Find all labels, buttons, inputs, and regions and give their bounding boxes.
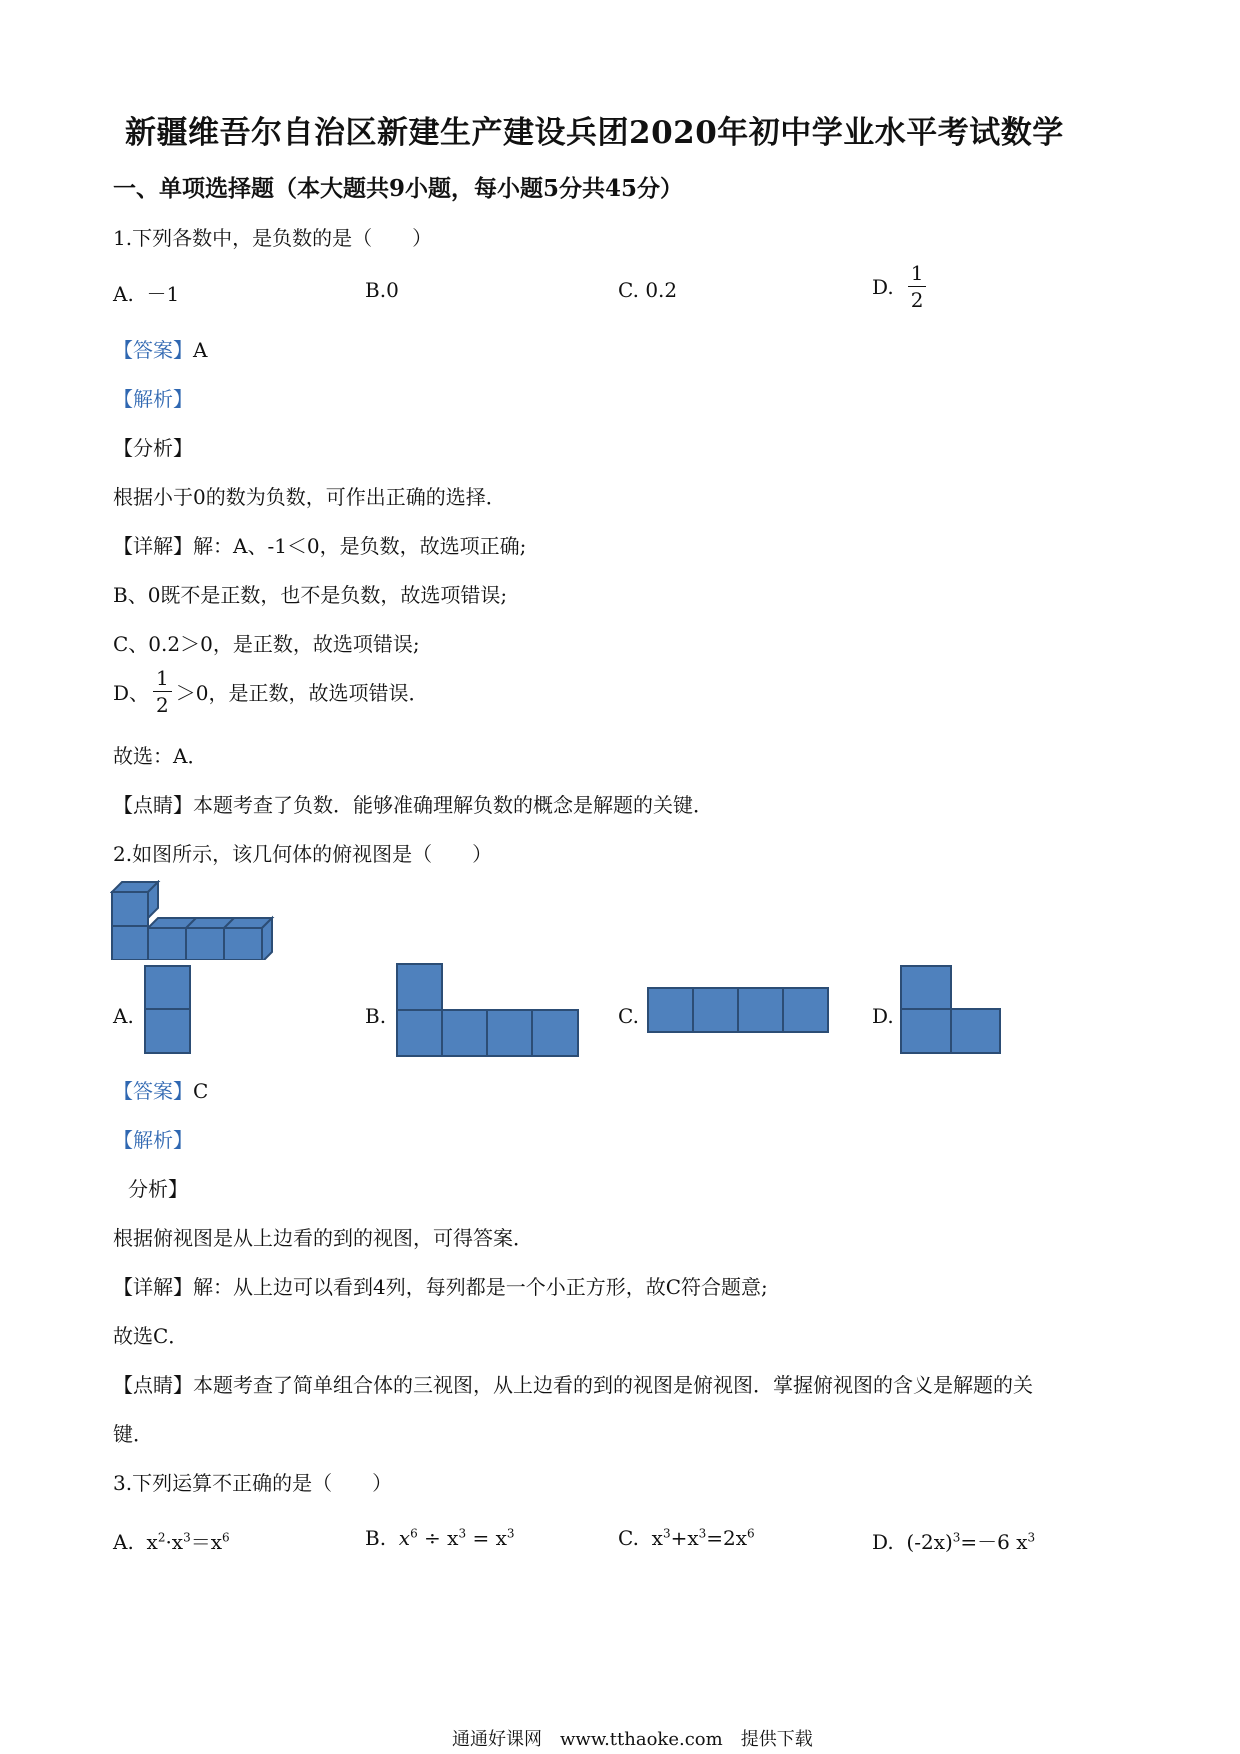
q1-option-a: A. －1 bbox=[113, 282, 180, 306]
q1-choose: 故选：A． bbox=[113, 744, 208, 768]
q1-fenxi-tag: 【分析】 bbox=[113, 436, 193, 460]
q1-detail-4: D、 $\frac{1}{2}$ ＞0，是正数，故选项错误． bbox=[113, 666, 429, 717]
q2-fenxi-text: 根据俯视图是从上边看的到的视图，可得答案． bbox=[113, 1226, 533, 1250]
fraction-one-half: $\frac{1}{2}$ bbox=[908, 263, 927, 310]
q3-option-b: B. $x^6 \div x^3 = x^3$ bbox=[365, 1526, 515, 1550]
q2-analysis-tag: 【解析】 bbox=[113, 1128, 193, 1152]
page-title: 新疆维吾尔自治区新建生产建设兵团2020年初中学业水平考试数学 bbox=[125, 115, 1064, 151]
q2-dianjing-line-2: 键． bbox=[113, 1422, 153, 1446]
q2-fenxi-tag: 分析】 bbox=[128, 1177, 188, 1201]
q1-question: 1.下列各数中，是负数的是（ ） bbox=[113, 226, 433, 250]
q2-option-c-figure bbox=[646, 986, 830, 1034]
q2-question: 2.如图所示，该几何体的俯视图是（ ） bbox=[113, 842, 493, 866]
q2-option-a-figure bbox=[143, 964, 193, 1056]
footer-source: 通通好课网 www.tthaoke.com 提供下载 bbox=[452, 1729, 813, 1750]
q1-detail-1: 【详解】解：A、-1＜0，是负数，故选项正确; bbox=[113, 534, 527, 558]
q3-option-a: A. $x^2\cdot x^3=x^6$ bbox=[113, 1530, 230, 1554]
q3-option-c: C. $x^3+x^3=2x^6$ bbox=[618, 1526, 755, 1550]
q1-detail-3: C、0.2＞0，是正数，故选项错误; bbox=[113, 632, 420, 656]
q2-option-b-label: B. bbox=[365, 1004, 387, 1028]
q2-option-d-label: D. bbox=[872, 1004, 894, 1028]
q1-option-b: B.0 bbox=[365, 278, 399, 302]
q1-answer: 【答案】A bbox=[113, 338, 208, 362]
q2-solid-figure bbox=[110, 880, 275, 960]
q2-option-b-figure bbox=[395, 962, 581, 1058]
q2-answer: 【答案】C bbox=[113, 1079, 209, 1103]
q1-option-c: C. 0.2 bbox=[618, 278, 678, 302]
q2-detail: 【详解】解：从上边可以看到4列，每列都是一个小正方形，故C符合题意; bbox=[113, 1275, 768, 1299]
q2-option-c-label: C. bbox=[618, 1004, 639, 1028]
q2-dianjing-line-1: 【点睛】本题考查了简单组合体的三视图，从上边看的到的视图是俯视图．掌握俯视图的含义是解题的关 bbox=[113, 1373, 1033, 1397]
q1-analysis-tag: 【解析】 bbox=[113, 387, 193, 411]
q2-option-a-label: A. bbox=[113, 1004, 134, 1028]
q1-option-d: D. $\frac{1}{2}$ bbox=[872, 263, 926, 310]
q3-option-d: D. $(-2x)^3=-6$ $x^3$ bbox=[872, 1530, 1036, 1554]
q1-fenxi-text: 根据小于0的数为负数，可作出正确的选择． bbox=[113, 485, 506, 509]
section-heading: 一、单项选择题（本大题共9小题，每小题5分共45分） bbox=[113, 175, 684, 202]
q1-dianjing: 【点睛】本题考查了负数．能够准确理解负数的概念是解题的关键． bbox=[113, 793, 713, 817]
q3-question: 3.下列运算不正确的是（ ） bbox=[113, 1471, 393, 1495]
fraction-one-half: $\frac{1}{2}$ bbox=[153, 668, 172, 715]
q2-option-d-figure bbox=[899, 964, 1003, 1056]
q2-choose: 故选C． bbox=[113, 1324, 189, 1348]
q1-detail-2: B、0既不是正数，也不是负数，故选项错误; bbox=[113, 583, 508, 607]
